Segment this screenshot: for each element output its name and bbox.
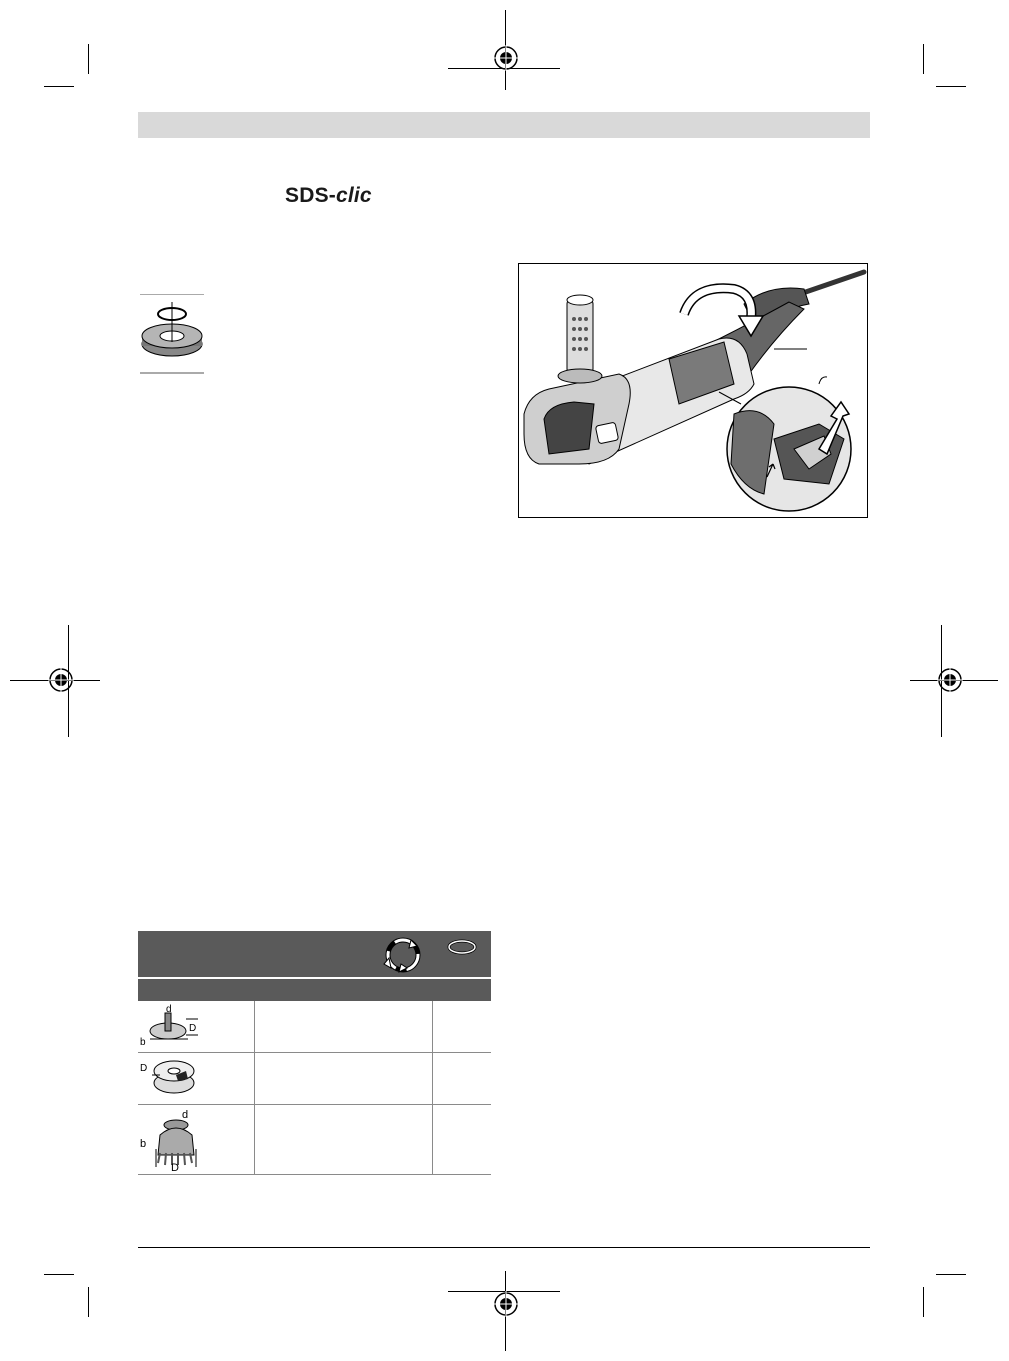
logo-prefix: SDS- [285, 184, 336, 207]
page-header-bar [138, 112, 870, 138]
sds-clic-logo [285, 184, 372, 208]
diagram-label-D: D [189, 1023, 197, 1034]
registration-mark-icon [937, 667, 963, 693]
table-row [138, 1105, 491, 1175]
flange-ring-icon [446, 937, 478, 957]
diagram-label-d: d [182, 1109, 189, 1121]
diagram-label-b: b [140, 1138, 147, 1150]
rotation-arrows-icon [381, 934, 425, 976]
table-row [138, 1001, 491, 1053]
grinder-illustration [518, 263, 868, 518]
grinding-disc-diagram [138, 1001, 255, 1052]
table-cell [255, 1053, 433, 1104]
table-row [138, 1053, 491, 1105]
registration-mark-icon [48, 667, 74, 693]
footer-rule [138, 1247, 870, 1248]
registration-mark-icon [493, 1291, 519, 1317]
diagram-label-D: D [171, 1162, 179, 1173]
table-cell [255, 1001, 433, 1052]
logo-suffix: clic [335, 184, 372, 207]
accessory-table [138, 931, 491, 1175]
cup-brush-diagram [138, 1105, 255, 1174]
diagram-label-d: d [166, 1004, 172, 1015]
diagram-label-b: b [140, 1037, 146, 1048]
table-cell [255, 1105, 433, 1174]
clamping-nut-icon [140, 294, 204, 374]
table-header [138, 931, 491, 977]
diagram-label-D: D [140, 1063, 148, 1074]
registration-mark-icon [493, 45, 519, 71]
sanding-disc-diagram [138, 1053, 255, 1104]
table-subheader [138, 979, 491, 1001]
